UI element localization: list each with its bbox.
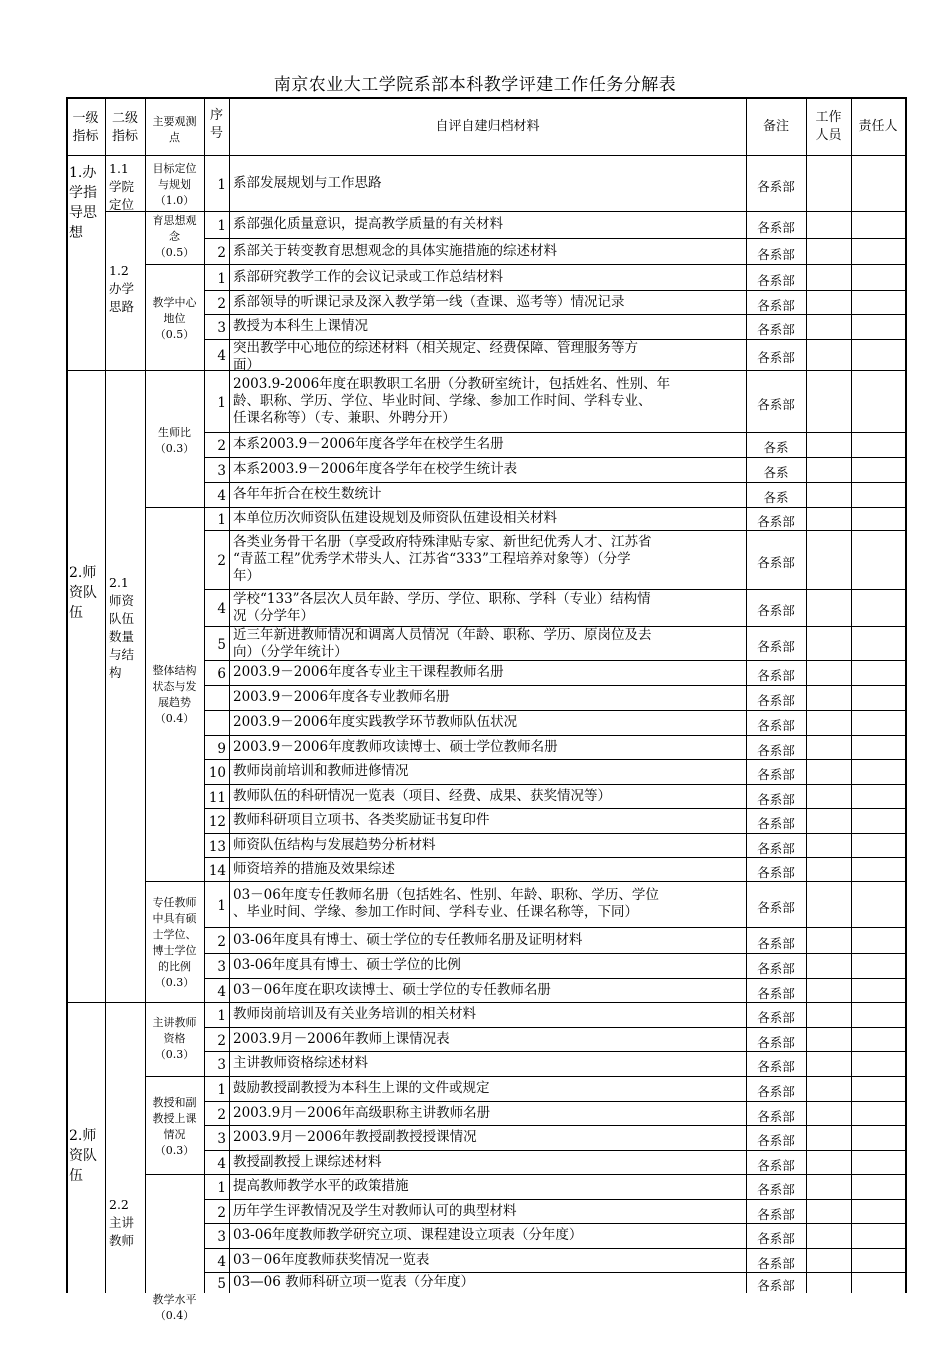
row-remark: 各系部 <box>757 1084 795 1099</box>
level2-label: 教师 <box>109 1233 135 1248</box>
row-seq: 1 <box>217 1180 226 1196</box>
grid-line <box>204 784 905 785</box>
row-remark: 各系部 <box>757 1207 795 1222</box>
grid-line <box>204 238 905 239</box>
observation-label: 士学位、 <box>152 928 197 941</box>
row-remark: 各系部 <box>757 639 795 654</box>
grid-line <box>204 1272 905 1273</box>
grid-line <box>204 1223 905 1224</box>
grid-line <box>204 314 905 315</box>
grid-line <box>204 507 905 508</box>
observation-label: 整体结构 <box>152 664 197 677</box>
grid-line <box>204 1027 905 1028</box>
level1-label: 2.师 <box>69 565 97 581</box>
row-remark: 各系部 <box>757 936 795 951</box>
row-material: 学校“133”各层次人员年龄、学历、学位、职称、学科（专业）结构情 <box>233 591 651 607</box>
grid-line <box>204 482 905 483</box>
grid-line <box>204 264 905 265</box>
observation-label: 育思想观 <box>152 214 197 227</box>
grid-line <box>204 978 905 979</box>
row-remark: 各系部 <box>757 743 795 758</box>
observation-label: 念 <box>169 230 180 243</box>
row-remark: 各系部 <box>757 693 795 708</box>
row-seq: 2 <box>217 1107 226 1123</box>
level2-label: 1.1 <box>109 161 129 176</box>
row-material: 2003.9－2006年度各专业教师名册 <box>233 689 450 705</box>
row-seq: 4 <box>217 348 226 364</box>
row-seq: 4 <box>217 601 226 617</box>
observation-label: 目标定位 <box>152 162 197 175</box>
grid-line <box>145 1174 204 1175</box>
observation-label: 情况 <box>163 1128 186 1141</box>
row-seq: 10 <box>208 765 226 781</box>
observation-label: （0.5） <box>154 328 195 341</box>
grid-line <box>204 97 205 1293</box>
row-seq: 1 <box>217 218 226 234</box>
row-seq: 2 <box>217 553 226 569</box>
row-material: 03-06年度具有博士、硕士学位的比例 <box>233 957 461 973</box>
observation-label: 地位 <box>163 312 186 325</box>
observation-label: 主讲教师 <box>152 1016 197 1029</box>
row-material: 龄、职称、学历、学位、毕业时间、学缘、参加工作时间、学科专业、 <box>233 393 652 409</box>
row-seq: 2 <box>217 934 226 950</box>
grid-line <box>145 264 204 265</box>
grid-line <box>204 1101 905 1102</box>
grid-line <box>66 370 105 371</box>
row-material: 2003.9－2006年度实践教学环节教师队伍状况 <box>233 714 518 730</box>
grid-line <box>204 1002 905 1003</box>
row-remark: 各系部 <box>757 1158 795 1173</box>
header-cell: 号 <box>209 126 223 141</box>
level1-label: 资队 <box>69 1148 97 1164</box>
row-material: 系部领导的听课记录及深入教学第一线（查课、巡考等）情况记录 <box>233 294 625 310</box>
grid-line <box>806 97 807 1293</box>
row-material: 教师岗前培训及有关业务培训的相关材料 <box>233 1006 476 1022</box>
observation-label: 生师比 <box>158 426 191 439</box>
row-seq: 3 <box>217 1229 226 1245</box>
header-cell: 二级 <box>111 111 138 126</box>
level2-label: 数量 <box>109 629 135 644</box>
row-remark: 各系部 <box>757 767 795 782</box>
header-cell: 自评自建归档材料 <box>435 119 540 134</box>
row-remark: 各系部 <box>757 298 795 313</box>
level2-label: 2.2 <box>109 1197 129 1212</box>
row-seq: 5 <box>217 637 226 653</box>
row-seq: 1 <box>217 1008 226 1024</box>
level1-label: 1.办 <box>69 165 97 181</box>
header-cell: 工作 <box>815 110 842 125</box>
row-remark: 各系部 <box>757 1109 795 1124</box>
row-material: 2003.9月－2006年教师上课情况表 <box>233 1031 450 1047</box>
level1-label: 想 <box>69 225 83 241</box>
row-remark: 各系部 <box>757 1231 795 1246</box>
grid-line <box>105 370 145 371</box>
row-material: 03-06年度教师教学研究立项、课程建设立项表（分年度） <box>233 1227 583 1243</box>
level2-label: 1.2 <box>109 263 129 278</box>
row-material: 教师岗前培训和教师进修情况 <box>233 763 409 779</box>
grid-line <box>66 97 68 1293</box>
grid-line <box>204 1076 905 1077</box>
level1-label: 导思 <box>69 205 97 221</box>
row-remark: 各系部 <box>757 220 795 235</box>
observation-label: 教学水平 <box>152 1293 197 1306</box>
row-material: 教授副教授上课综述材料 <box>233 1154 382 1170</box>
observation-label: 展趋势 <box>158 696 191 709</box>
observation-label: 教授上课 <box>152 1112 197 1125</box>
grid-line <box>204 833 905 834</box>
grid-line <box>204 432 905 433</box>
row-material: 教师队伍的科研情况一览表（项目、经费、成果、获奖情况等） <box>233 788 611 804</box>
grid-line <box>145 881 204 882</box>
grid-line <box>145 1076 204 1077</box>
row-material: 提高教师教学水平的政策措施 <box>233 1178 409 1194</box>
row-material: 况（分学年） <box>233 608 314 624</box>
row-material: 鼓励教授副教授为本科生上课的文件或规定 <box>233 1080 490 1096</box>
row-seq: 1 <box>217 395 226 411</box>
level1-label: 资队 <box>69 585 97 601</box>
row-material: 系部关于转变教育思想观念的具体实施措施的综述材料 <box>233 243 557 259</box>
grid-line <box>145 507 204 508</box>
row-material: “青蓝工程”优秀学术带头人、江苏省“333”工程培养对象等）（分学 <box>233 551 631 567</box>
row-material: 突出教学中心地位的综述材料（相关规定、经费保障、管理服务等方 <box>233 340 638 356</box>
observation-label: （0.3） <box>154 976 195 989</box>
grid-line <box>145 211 204 212</box>
row-remark: 各系 <box>763 440 789 455</box>
row-remark: 各系部 <box>757 865 795 880</box>
row-remark: 各系 <box>763 465 789 480</box>
level1-label: 2.师 <box>69 1128 97 1144</box>
level2-label: 构 <box>109 665 122 680</box>
row-remark: 各系部 <box>757 322 795 337</box>
row-remark: 各系部 <box>757 816 795 831</box>
observation-label: 专任教师 <box>152 896 197 909</box>
observation-label: 教授和副 <box>152 1096 197 1109</box>
grid-line <box>204 953 905 954</box>
header-cell: 指标 <box>72 129 99 144</box>
row-seq: 3 <box>217 463 226 479</box>
row-remark: 各系部 <box>757 1133 795 1148</box>
observation-label: 教学中心 <box>152 296 197 309</box>
row-material: 面） <box>233 357 260 373</box>
observation-label: 的比例 <box>158 960 191 973</box>
row-remark: 各系部 <box>757 1182 795 1197</box>
row-remark: 各系部 <box>757 961 795 976</box>
level1-label: 伍 <box>69 605 83 621</box>
row-seq: 2 <box>217 245 226 261</box>
row-remark: 各系部 <box>757 603 795 618</box>
level2-label: 主讲 <box>109 1215 135 1230</box>
row-material: 2003.9－2006年度教师攻读博士、硕士学位教师名册 <box>233 739 558 755</box>
observation-label: （0.3） <box>154 1048 195 1061</box>
grid-line <box>204 1199 905 1200</box>
grid-line <box>204 290 905 291</box>
grid-line <box>204 735 905 736</box>
header-cell: 人员 <box>815 128 842 143</box>
grid-line <box>905 97 907 1293</box>
row-material: 教师科研项目立项书、各类奖励证书复印件 <box>233 812 490 828</box>
grid-line <box>204 1174 905 1175</box>
row-material: 03－06年度专任教师名册（包括姓名、性别、年龄、职称、学历、学位 <box>233 887 659 903</box>
level2-label: 队伍 <box>109 611 135 626</box>
header-cell: 点 <box>169 131 180 144</box>
row-material: 师资队伍结构与发展趋势分析材料 <box>233 837 436 853</box>
row-remark: 各系部 <box>757 841 795 856</box>
grid-line <box>229 97 230 1293</box>
row-seq: 1 <box>217 898 226 914</box>
row-seq: 13 <box>208 839 226 855</box>
row-material: 、毕业时间、学缘、参加工作时间、学科专业、任课名称等，下同） <box>233 904 638 920</box>
row-material: 2003.9月－2006年高级职称主讲教师名册 <box>233 1105 491 1121</box>
observation-label: 资格 <box>163 1032 186 1045</box>
row-material: 03—06 教师科研立项一览表（分年度） <box>233 1274 475 1290</box>
observation-label: 中具有硕 <box>152 912 197 925</box>
row-seq: 9 <box>217 741 226 757</box>
row-seq: 5 <box>217 1276 226 1292</box>
row-remark: 各系部 <box>757 668 795 683</box>
row-material: 教授为本科生上课情况 <box>233 318 368 334</box>
level2-label: 定位 <box>109 197 135 212</box>
grid-line <box>204 710 905 711</box>
grid-line <box>746 97 747 1293</box>
row-seq: 1 <box>217 512 226 528</box>
row-material: 主讲教师资格综述材料 <box>233 1055 368 1071</box>
observation-label: （1.0） <box>154 194 195 207</box>
row-material: 系部研究教学工作的会议记录或工作总结材料 <box>233 269 503 285</box>
grid-line <box>145 1002 204 1003</box>
observation-label: 状态与发 <box>152 680 197 693</box>
header-cell: 备注 <box>762 119 789 134</box>
grid-line <box>204 685 905 686</box>
row-remark: 各系部 <box>757 179 795 194</box>
row-material: 向）（分学年统计） <box>233 644 348 660</box>
observation-label: （0.4） <box>154 1309 195 1322</box>
level1-label: 学指 <box>69 185 97 201</box>
grid-line <box>204 1051 905 1052</box>
row-seq: 1 <box>217 1082 226 1098</box>
grid-line <box>851 97 852 1293</box>
level2-label: 学院 <box>109 179 135 194</box>
row-seq: 4 <box>217 984 226 1000</box>
row-seq: 14 <box>208 863 226 879</box>
header-cell: 一级 <box>72 111 99 126</box>
level2-label: 2.1 <box>109 575 129 590</box>
row-material: 各类业务骨干名册（享受政府特殊津贴专家、新世纪优秀人才、江苏省 <box>233 534 652 550</box>
observation-label: （0.5） <box>154 246 195 259</box>
observation-label: 博士学位 <box>152 944 197 957</box>
row-material: 近三年新进教师情况和调离人员情况（年龄、职称、学历、原岗位及去 <box>233 627 652 643</box>
grid-line <box>204 530 905 531</box>
grid-line <box>204 1125 905 1126</box>
row-remark: 各系部 <box>757 397 795 412</box>
row-material: 2003.9-2006年度在职教职工名册（分教研室统计，包括姓名、性别、年 <box>233 376 671 392</box>
row-material: 历年学生评教情况及学生对教师认可的典型材料 <box>233 1203 517 1219</box>
row-seq: 1 <box>217 177 226 193</box>
row-remark: 各系部 <box>757 792 795 807</box>
grid-line <box>66 97 907 99</box>
grid-line <box>66 155 905 156</box>
row-remark: 各系部 <box>757 1059 795 1074</box>
grid-line <box>204 881 905 882</box>
row-material: 本单位历次师资队伍建设规划及师资队伍建设相关材料 <box>233 510 557 526</box>
grid-line <box>145 370 204 371</box>
row-seq: 2 <box>217 438 226 454</box>
level2-label: 师资 <box>109 593 135 608</box>
row-material: 03－06年度教师获奖情况一览表 <box>233 1252 430 1268</box>
row-remark: 各系部 <box>757 1256 795 1271</box>
row-remark: 各系部 <box>757 555 795 570</box>
level1-label: 伍 <box>69 1168 83 1184</box>
row-seq: 3 <box>217 320 226 336</box>
row-seq: 2 <box>217 1205 226 1221</box>
row-seq: 4 <box>217 488 226 504</box>
header-cell: 指标 <box>111 129 138 144</box>
row-seq: 3 <box>217 959 226 975</box>
row-remark: 各系部 <box>757 1010 795 1025</box>
grid-line <box>204 808 905 809</box>
row-material: 03-06年度具有博士、硕士学位的专任教师名册及证明材料 <box>233 932 583 948</box>
row-material: 年） <box>233 568 260 584</box>
row-remark: 各系 <box>763 490 789 505</box>
row-seq: 2 <box>217 296 226 312</box>
row-material: 2003.9－2006年度各专业主干课程教师名册 <box>233 664 504 680</box>
row-seq: 2 <box>217 1033 226 1049</box>
row-seq: 3 <box>217 1131 226 1147</box>
grid-line <box>204 211 905 212</box>
grid-line <box>105 97 106 1293</box>
row-remark: 各系部 <box>757 986 795 1001</box>
observation-label: （0.4） <box>154 712 195 725</box>
row-material: 03－06年度在职攻读博士、硕士学位的专任教师名册 <box>233 982 551 998</box>
grid-line <box>204 927 905 928</box>
row-remark: 各系部 <box>757 900 795 915</box>
row-remark: 各系部 <box>757 247 795 262</box>
row-remark: 各系部 <box>757 718 795 733</box>
level2-label: 办学 <box>109 281 135 296</box>
row-material: 各年年折合在校生数统计 <box>233 486 382 502</box>
row-seq: 6 <box>217 666 226 682</box>
page-title: 南京农业大工学院系部本科教学评建工作任务分解表 <box>273 75 677 95</box>
observation-label: 与规划 <box>158 178 191 191</box>
row-remark: 各系部 <box>757 1278 795 1293</box>
row-material: 本系2003.9－2006年度各学年在校学生名册 <box>233 436 504 452</box>
header-cell: 主要观测 <box>152 115 197 128</box>
row-remark: 各系部 <box>757 1035 795 1050</box>
row-seq: 4 <box>217 1254 226 1270</box>
row-seq: 4 <box>217 1156 226 1172</box>
header-cell: 责任人 <box>858 119 898 134</box>
row-remark: 各系部 <box>757 273 795 288</box>
grid-line <box>105 1002 145 1003</box>
grid-line <box>204 457 905 458</box>
row-seq: 11 <box>208 790 226 806</box>
grid-line <box>204 759 905 760</box>
row-material: 系部发展规划与工作思路 <box>233 175 382 191</box>
observation-label: （0.3） <box>154 1144 195 1157</box>
row-material: 任课名称等）（专、兼职、外聘分开） <box>233 410 456 426</box>
level2-label: 与结 <box>109 647 135 662</box>
row-material: 系部强化质量意识，提高教学质量的有关材料 <box>233 216 503 232</box>
header-cell: 序 <box>209 108 223 123</box>
row-seq: 12 <box>208 814 226 830</box>
row-remark: 各系部 <box>757 514 795 529</box>
grid-line <box>204 1150 905 1151</box>
row-seq: 3 <box>217 1057 226 1073</box>
grid-line <box>66 1002 105 1003</box>
row-remark: 各系部 <box>757 350 795 365</box>
observation-label: （0.3） <box>154 442 195 455</box>
grid-line <box>204 1248 905 1249</box>
row-material: 师资培养的措施及效果综述 <box>233 861 395 877</box>
level2-label: 思路 <box>109 299 135 314</box>
grid-line <box>204 589 905 590</box>
row-material: 2003.9月－2006年教授副教授授课情况 <box>233 1129 477 1145</box>
row-seq: 1 <box>217 271 226 287</box>
grid-line <box>204 370 905 371</box>
grid-line <box>204 857 905 858</box>
row-material: 本系2003.9－2006年度各学年在校学生统计表 <box>233 461 518 477</box>
